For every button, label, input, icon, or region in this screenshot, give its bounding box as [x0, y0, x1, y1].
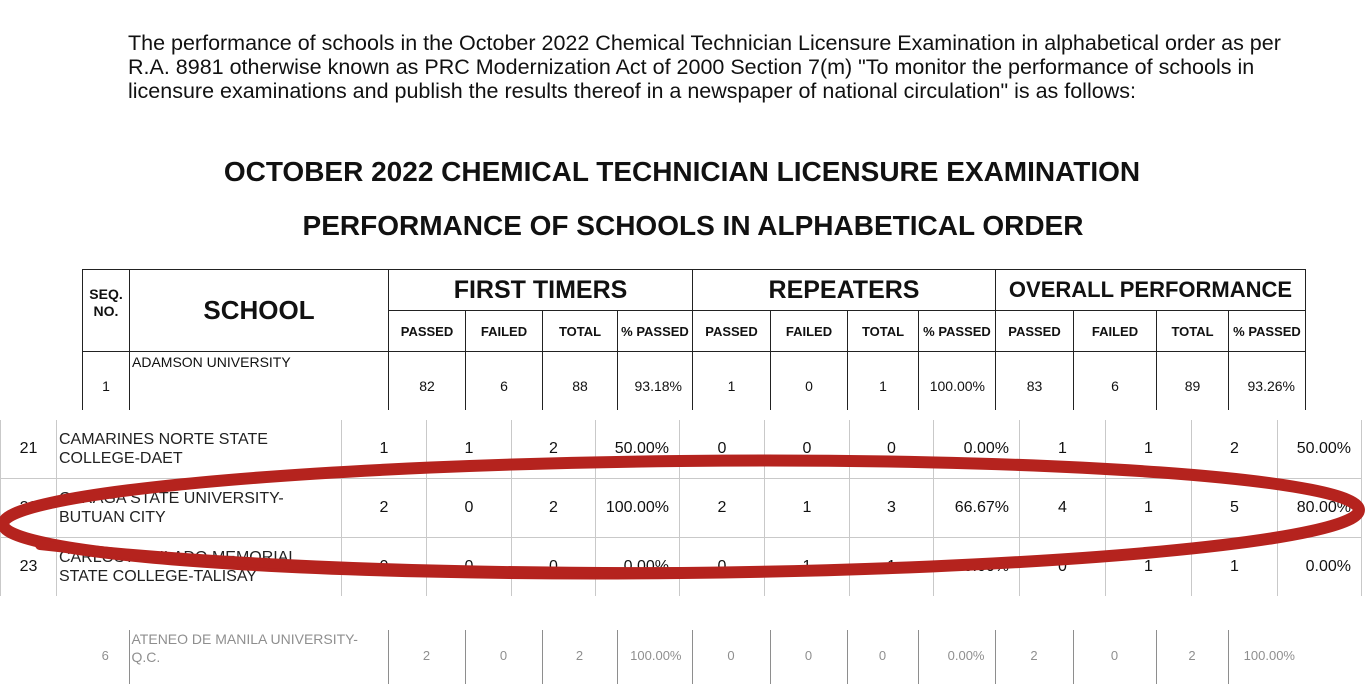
col-pct-passed: % PASSED: [1229, 311, 1306, 352]
value-cell: 1: [427, 420, 512, 479]
value-cell: 88: [543, 352, 618, 411]
value-cell: 50.00%: [596, 420, 680, 479]
value-cell: 6: [1074, 352, 1157, 411]
school-cell: ATENEO DE MANILA UNIVERSITY- Q.C.: [129, 630, 388, 684]
value-cell: 1: [342, 420, 427, 479]
seq-no-header: SEQ. NO.: [83, 270, 130, 352]
seq-cell: 23: [1, 538, 57, 597]
value-cell: 80.00%: [1278, 479, 1362, 538]
col-passed: PASSED: [389, 311, 466, 352]
value-cell: 2: [512, 420, 596, 479]
value-cell: 4: [1020, 479, 1106, 538]
value-cell: 1: [848, 352, 919, 411]
value-cell: 2: [342, 479, 427, 538]
value-cell: 100.00%: [919, 352, 996, 411]
value-cell: 1: [693, 352, 771, 411]
value-cell: 50.00%: [1278, 420, 1362, 479]
value-cell: 93.18%: [618, 352, 693, 411]
value-cell: 0: [1073, 630, 1156, 684]
col-total: TOTAL: [848, 311, 919, 352]
results-table-header: [82, 269, 1306, 410]
col-pct-passed: % PASSED: [618, 311, 693, 352]
col-failed: FAILED: [466, 311, 543, 352]
seq-cell: 21: [1, 420, 57, 479]
col-failed: FAILED: [771, 311, 848, 352]
table-row: [82, 630, 1305, 684]
overall-performance-header: OVERALL PERFORMANCE: [996, 270, 1306, 311]
col-total: TOTAL: [1157, 311, 1229, 352]
value-cell: 2: [1156, 630, 1228, 684]
value-cell: 1: [1106, 538, 1192, 597]
value-cell: 1: [765, 538, 850, 597]
table-row: [1, 538, 1362, 597]
value-cell: 0: [680, 538, 765, 597]
value-cell: 2: [995, 630, 1073, 684]
value-cell: 0: [771, 352, 848, 411]
value-cell: 1: [850, 538, 934, 597]
value-cell: 89: [1157, 352, 1229, 411]
value-cell: 100.00%: [1228, 630, 1305, 684]
results-table-faded-row: [82, 630, 1305, 684]
value-cell: 0.00%: [918, 630, 995, 684]
value-cell: 100.00%: [617, 630, 692, 684]
value-cell: 0: [680, 420, 765, 479]
value-cell: 0: [770, 630, 847, 684]
report-subtitle: PERFORMANCE OF SCHOOLS IN ALPHABETICAL ORDER: [302, 210, 1084, 241]
value-cell: 0.00%: [596, 538, 680, 597]
school-cell: CARLOS A. HILADO MEMORIAL STATE COLLEGE-TALISAY: [57, 538, 342, 597]
value-cell: 0: [1020, 538, 1106, 597]
value-cell: 66.67%: [934, 479, 1020, 538]
value-cell: 5: [1192, 479, 1278, 538]
seq-cell: 22: [1, 479, 57, 538]
value-cell: 0: [465, 630, 542, 684]
school-cell: ADAMSON UNIVERSITY: [130, 352, 389, 411]
value-cell: 6: [466, 352, 543, 411]
value-cell: 3: [850, 479, 934, 538]
col-pct-passed: % PASSED: [919, 311, 996, 352]
value-cell: 0: [512, 538, 596, 597]
value-cell: 0.00%: [934, 538, 1020, 597]
value-cell: 0: [692, 630, 770, 684]
value-cell: 0: [850, 420, 934, 479]
value-cell: 0: [342, 538, 427, 597]
value-cell: 1: [765, 479, 850, 538]
repeaters-header: REPEATERS: [693, 270, 996, 311]
table-row: [1, 420, 1362, 479]
col-failed: FAILED: [1074, 311, 1157, 352]
school-cell: CARAGA STATE UNIVERSITY- BUTUAN CITY: [57, 479, 342, 538]
value-cell: 1: [1106, 420, 1192, 479]
intro-paragraph: The performance of schools in the October 2022 Chemical Technician Licensure Examination in alphabetical order as per R.A. 8981 otherwise known as PRC Modernization Act of 2000 Section 7(m) "To monitor the performance of schools in licensure examinations and publish the results thereof in a newspaper of national circulation" is as follows:: [128, 31, 1281, 103]
seq-cell: 6: [101, 648, 109, 663]
value-cell: 93.26%: [1229, 352, 1306, 411]
value-cell: 2: [680, 479, 765, 538]
value-cell: 1: [1020, 420, 1106, 479]
col-passed: PASSED: [996, 311, 1074, 352]
col-total: TOTAL: [543, 311, 618, 352]
value-cell: 1: [1106, 479, 1192, 538]
value-cell: 2: [388, 630, 465, 684]
table-row: [83, 352, 1306, 411]
value-cell: 83: [996, 352, 1074, 411]
value-cell: 82: [389, 352, 466, 411]
value-cell: 0.00%: [934, 420, 1020, 479]
value-cell: 0: [765, 420, 850, 479]
col-passed: PASSED: [693, 311, 771, 352]
results-table-excerpt: [0, 420, 1362, 596]
value-cell: 2: [542, 630, 617, 684]
value-cell: 1: [1192, 538, 1278, 597]
table-row-highlighted: [1, 479, 1362, 538]
school-cell: CAMARINES NORTE STATE COLLEGE-DAET: [57, 420, 342, 479]
value-cell: 0: [427, 538, 512, 597]
value-cell: 0.00%: [1278, 538, 1362, 597]
value-cell: 0: [847, 630, 918, 684]
value-cell: 0: [427, 479, 512, 538]
seq-cell: 1: [83, 352, 130, 411]
value-cell: 100.00%: [596, 479, 680, 538]
first-timers-header: FIRST TIMERS: [389, 270, 693, 311]
report-title: OCTOBER 2022 CHEMICAL TECHNICIAN LICENSURE EXAMINATION: [223, 156, 1141, 187]
school-header: SCHOOL: [130, 270, 389, 352]
value-cell: 2: [1192, 420, 1278, 479]
value-cell: 2: [512, 479, 596, 538]
